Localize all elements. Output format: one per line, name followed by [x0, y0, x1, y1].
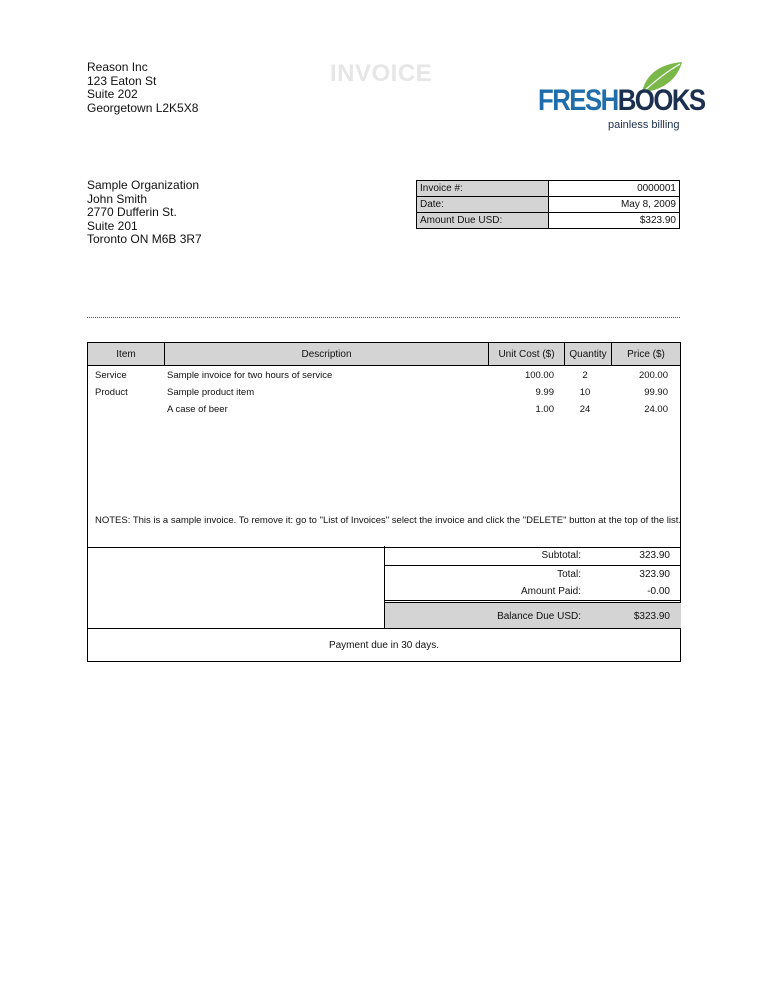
divider: [87, 317, 680, 318]
totals-section: [87, 546, 681, 629]
cell-quantity: 10: [579, 387, 591, 398]
logo-wordmark: [538, 84, 705, 118]
meta-row-invoice-number: [417, 181, 680, 197]
document-title: INVOICE: [330, 60, 433, 87]
freshbooks-logo: [536, 60, 705, 134]
logo-tagline: painless billing: [608, 119, 680, 131]
total-row: [385, 566, 681, 583]
balance-due-value: $323.90: [633, 610, 670, 622]
meta-label: Date:: [417, 197, 549, 213]
sender-line: Reason Inc: [87, 60, 148, 74]
meta-label: Amount Due USD:: [417, 213, 549, 229]
header-description: Description: [165, 343, 489, 365]
sender-line: 123 Eaton St: [87, 73, 157, 88]
sender-line: Suite 202: [87, 87, 138, 101]
recipient-line: Suite 201: [87, 218, 138, 233]
cell-description: Sample invoice for two hours of service: [167, 370, 333, 381]
total-value: 323.90: [639, 569, 670, 580]
line-items-table: [87, 342, 681, 548]
balance-due-label: Balance Due USD:: [497, 610, 581, 622]
invoice-meta-table: [416, 180, 680, 229]
payment-terms: Payment due in 30 days.: [87, 628, 681, 662]
amount-paid-value: -0.00: [647, 586, 670, 597]
header-quantity: Quantity: [565, 343, 612, 365]
sender-address: [87, 61, 198, 115]
cell-unit-cost: 1.00: [535, 404, 554, 415]
totals-panel: [384, 546, 681, 628]
cell-price: 24.00: [644, 404, 668, 415]
subtotal-label: Subtotal:: [541, 550, 581, 561]
cell-quantity: 24: [579, 404, 591, 415]
amount-paid-label: Amount Paid:: [520, 586, 581, 597]
logo-word-books: BOOKS: [617, 84, 705, 117]
cell-item: Product: [95, 387, 128, 398]
table-header: [88, 343, 680, 366]
meta-row-amount-due: [417, 213, 680, 229]
header-item: Item: [88, 343, 165, 365]
table-row: [88, 384, 680, 401]
sender-line: Georgetown L2K5X8: [87, 100, 199, 115]
subtotal-value: 323.90: [639, 550, 670, 561]
meta-row-date: [417, 197, 680, 213]
logo-word-fresh: FRESH: [538, 84, 618, 117]
cell-price: 200.00: [638, 370, 668, 381]
cell-quantity: 2: [582, 370, 588, 381]
table-row: [88, 367, 680, 384]
total-label: Total:: [557, 569, 581, 580]
subtotal-row: [385, 546, 681, 566]
recipient-line: John Smith: [87, 191, 148, 206]
amount-paid-row: [385, 583, 681, 601]
balance-due-row: [385, 602, 681, 629]
recipient-line: Toronto ON M6B 3R7: [87, 232, 202, 246]
meta-label: Invoice #:: [417, 181, 549, 197]
meta-value: $323.90: [549, 213, 680, 229]
header-unit-cost: Unit Cost ($): [489, 343, 565, 365]
table-row: [88, 401, 680, 418]
cell-price: 99.90: [644, 387, 668, 398]
recipient-line: 2770 Dufferin St.: [87, 205, 177, 219]
cell-description: A case of beer: [167, 404, 228, 415]
meta-value: May 8, 2009: [549, 197, 680, 213]
header-price: Price ($): [627, 348, 665, 360]
cell-item: Service: [95, 370, 127, 381]
recipient-address: [87, 179, 202, 247]
recipient-line: Sample Organization: [87, 178, 200, 192]
cell-unit-cost: 100.00: [524, 370, 554, 381]
invoice-notes: NOTES: This is a sample invoice. To remove it: go to "List of Invoices" select the invoice and click the "DELETE" button at the top of the list.: [95, 515, 682, 526]
meta-value: 0000001: [549, 181, 680, 197]
cell-description: Sample product item: [167, 387, 255, 398]
cell-unit-cost: 9.99: [535, 387, 554, 398]
